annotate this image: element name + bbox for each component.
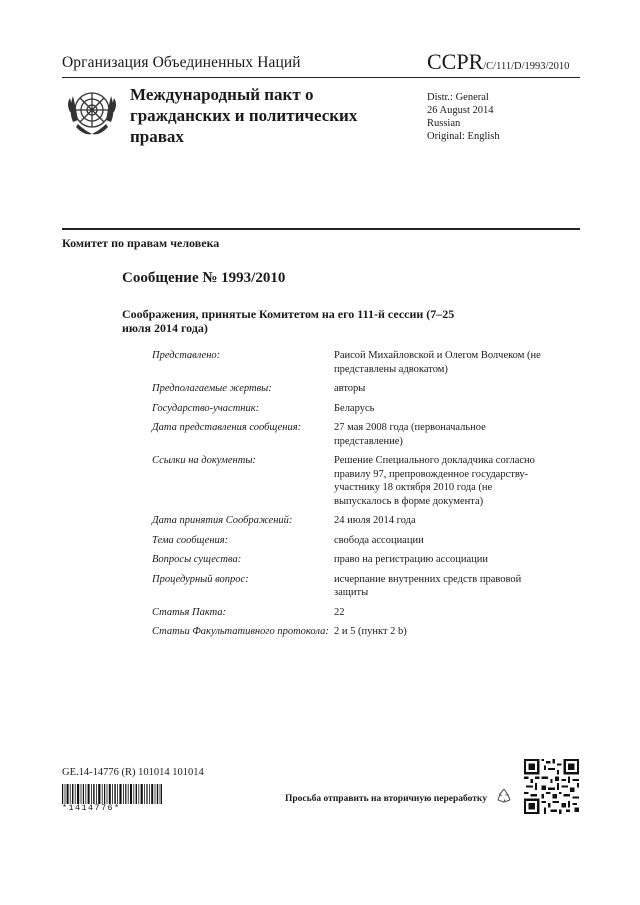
detail-value: право на регистрацию ассоциации (334, 554, 489, 565)
detail-row (152, 606, 552, 620)
detail-row (152, 454, 552, 508)
recycle-text: Просьба отправить на вторичную переработку (285, 794, 487, 804)
detail-label: Дата принятия Соображений: (152, 515, 293, 526)
language-line: Russian (427, 118, 461, 129)
detail-value: 27 мая 2008 года (первоначальное представление) (334, 422, 486, 447)
detail-value: Беларусь (334, 402, 375, 414)
detail-label: Вопросы существа: (152, 554, 242, 565)
views-title: Соображения, принятые Комитетом на его 111-й сессии (7–25 июля 2014 года) (122, 307, 455, 335)
detail-row (152, 349, 552, 376)
detail-row (152, 534, 552, 548)
detail-row (152, 421, 552, 448)
detail-value: исчерпание внутренних средств правовой защиты (334, 573, 522, 598)
detail-label: Процедурный вопрос: (152, 573, 249, 585)
detail-value: авторы (334, 383, 366, 394)
pact-title: Международный пакт о гражданских и политических правах (130, 85, 358, 146)
detail-value: 2 и 5 (пункт 2 b) (334, 626, 407, 637)
detail-label: Статья Пакта: (152, 606, 227, 618)
qr-code-icon (524, 759, 579, 814)
un-emblem-icon (64, 84, 120, 140)
recycle-icon (495, 787, 513, 805)
original-line: Original: English (427, 131, 500, 142)
detail-value: 24 июля 2014 года (334, 515, 416, 526)
detail-value: Раисой Михайловской и Олегом Волчеком (не представлены адвокатом) (334, 350, 541, 375)
document-symbol (427, 49, 569, 75)
detail-row (152, 553, 552, 567)
job-number: GE.14-14776 (R) 101014 101014 (62, 767, 204, 778)
detail-row (152, 402, 552, 416)
detail-label: Государство-участник: (152, 402, 260, 414)
committee-name: Комитет по правам человека (62, 236, 220, 250)
detail-row (152, 573, 552, 600)
symbol-sub: /C/111/D/1993/2010 (483, 61, 570, 72)
barcode-number: *1414776* (62, 803, 121, 813)
details-table (152, 349, 552, 645)
detail-value: свобода ассоциации (334, 534, 424, 546)
detail-label: Представлено: (152, 350, 221, 361)
distribution-block (427, 91, 500, 143)
symbol-main: CCPR (427, 49, 484, 74)
section-rule (62, 228, 580, 230)
detail-label: Предполагаемые жертвы: (152, 383, 272, 394)
header-rule (62, 77, 580, 78)
distr-line: Distr.: General (427, 92, 489, 103)
detail-value: 22 (334, 606, 345, 618)
date-line: 26 August 2014 (427, 105, 494, 116)
detail-label: Ссылки на документы: (152, 455, 256, 466)
detail-row (152, 625, 552, 639)
detail-label: Статьи Факультативного протокола: (152, 626, 329, 637)
detail-row (152, 382, 552, 396)
detail-label: Тема сообщения: (152, 534, 229, 546)
detail-row (152, 514, 552, 528)
communication-title: Сообщение № 1993/2010 (122, 270, 286, 286)
detail-label: Дата представления сообщения: (152, 422, 302, 433)
barcode-icon (62, 784, 162, 804)
detail-value: Решение Специального докладчика согласно правилу 97, препровожденное государству-участнику 18 октября 2010 года (не выпускалось в форме документа) (334, 455, 535, 507)
organization-name: Организация Объединенных Наций (62, 54, 301, 71)
